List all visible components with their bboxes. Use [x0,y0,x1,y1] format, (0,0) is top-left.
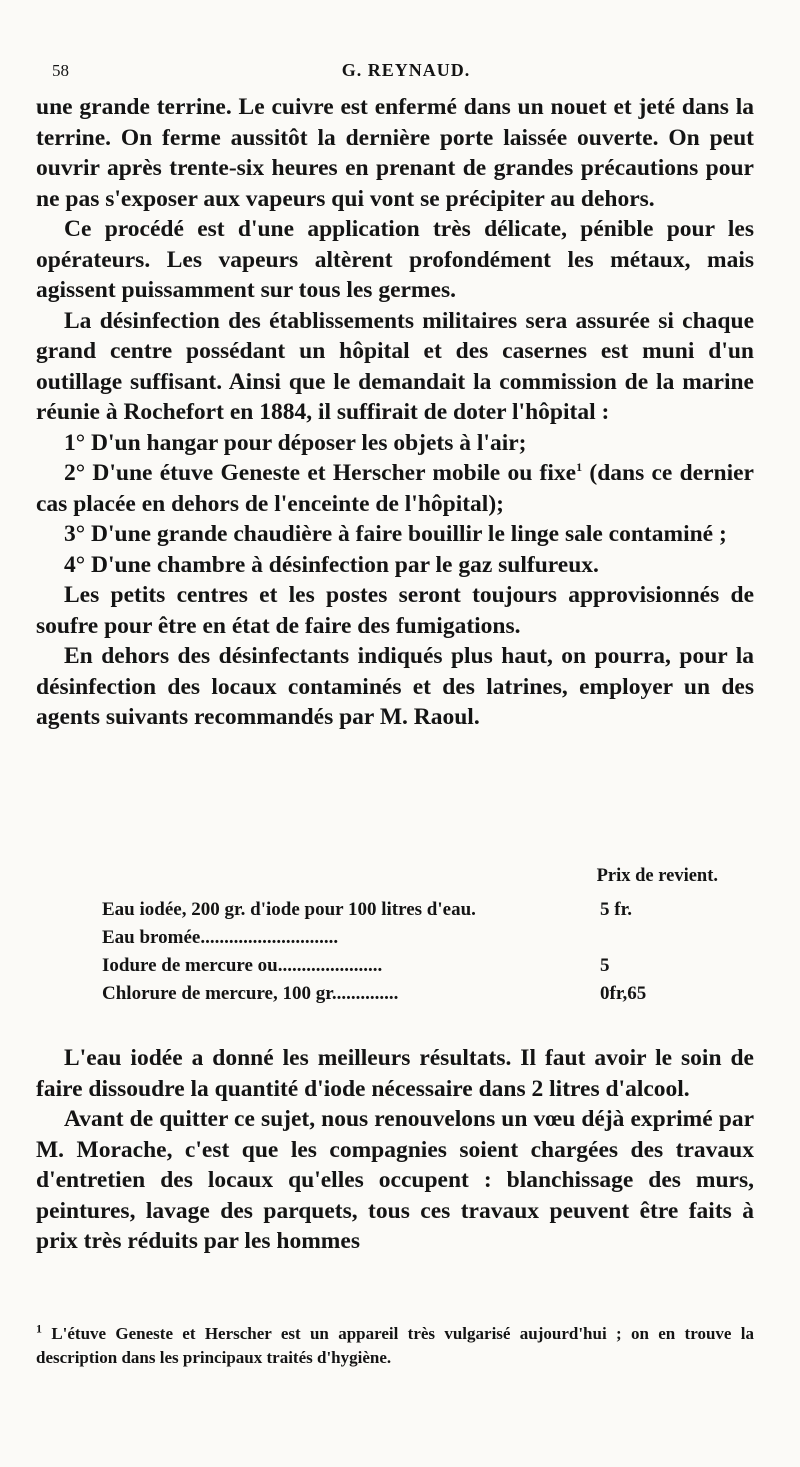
paragraph: En dehors des désinfectants indiqués plus haut, on pourra, pour la désinfection des locaux contaminés et des latrines, employer un des agents suivants recommandés par M. Raoul. [36,643,754,730]
paragraph: Les petits centres et les postes seront toujours approvisionnés de soufre pour être en état de faire des fumigations. [36,582,754,639]
paragraph: La désinfection des établissements militaires sera assurée si chaque grand centre possédant un hôpital et des casernes est muni d'un outillage suffisant. Ainsi que le demandait la commission de la marine réunie à Rochefort en 1884, il suffirait de doter l'hôpital : [36,307,754,425]
running-title: G. REYNAUD. [341,60,471,80]
paragraph: une grande terrine. Le cuivre est enfermé dans un nouet et jeté dans la terrine. On ferme aussitôt la dernière porte laissée ouverte. On peut ouvrir après trente-six heures en prenant de grandes précautions pour ne pas s'exposer aux vapeurs qui vont se précipiter au dehors. [36,94,754,212]
table-row [36,924,754,952]
row-value: 5 [600,955,610,976]
row-value: 0fr,65 [600,983,647,1004]
page-number: 58 [52,61,69,80]
paragraph: Ce procédé est d'une application très délicate, pénible pour les opérateurs. Les vapeurs altèrent profondément les métaux, mais agissent puissamment sur tous les germes. [36,216,754,303]
list-item: 4° D'une chambre à désinfection par le gaz sulfureux. [64,551,599,578]
footnote-ref: 1 [576,460,583,475]
row-label: Eau bromée............................. [102,927,339,948]
list-item: 1° D'un hangar pour déposer les objets à l'air; [64,429,527,456]
table-row [36,980,754,1008]
paragraph: L'eau iodée a donné les meilleurs résultats. Il faut avoir le soin de faire dissoudre la quantité d'iode nécessaire dans 2 litres d'alcool. [36,1045,754,1102]
list-item [36,458,754,519]
row-value: 5 fr. [600,899,633,920]
row-label: Iodure de mercure ou...................... [102,955,383,976]
footnote-mark: 1 [36,1321,42,1336]
footnote-text: L'étuve Geneste et Herscher est un appareil très vulgarisé aujourd'hui ; on en trouve la description dans les principaux traités d'hygiène. [36,1324,754,1367]
closing-text [36,1043,754,1257]
list-item-text: (dans ce dernier cas placée en dehors de l'enceinte de l'hôpital); [36,460,754,517]
footnote [36,1322,754,1370]
row-label: Eau iodée, 200 gr. d'iode pour 100 litres d'eau. [102,899,476,920]
table-row [36,952,754,980]
row-value [596,924,690,952]
paragraph: Avant de quitter ce sujet, nous renouvelons un vœu déjà exprimé par M. Morache, c'est que les compagnies soient chargées des travaux d'entretien des locaux qu'elles occupent : blanchissage des murs, peintures, lavage des parquets, tous ces travaux peuvent être faits à prix très réduits par les hommes [36,1106,754,1254]
main-text [36,92,754,733]
list-item-text: 2° D'une étuve Geneste et Herscher mobile ou fixe [64,460,577,486]
list-item: 3° D'une grande chaudière à faire bouillir le linge sale contaminé ; [64,521,727,547]
table-row [36,896,754,924]
cost-table-header: Prix de revient. [596,866,718,886]
row-label: Chlorure de mercure, 100 gr.............. [102,983,399,1004]
page-header [52,55,760,85]
cost-table [36,862,754,1008]
